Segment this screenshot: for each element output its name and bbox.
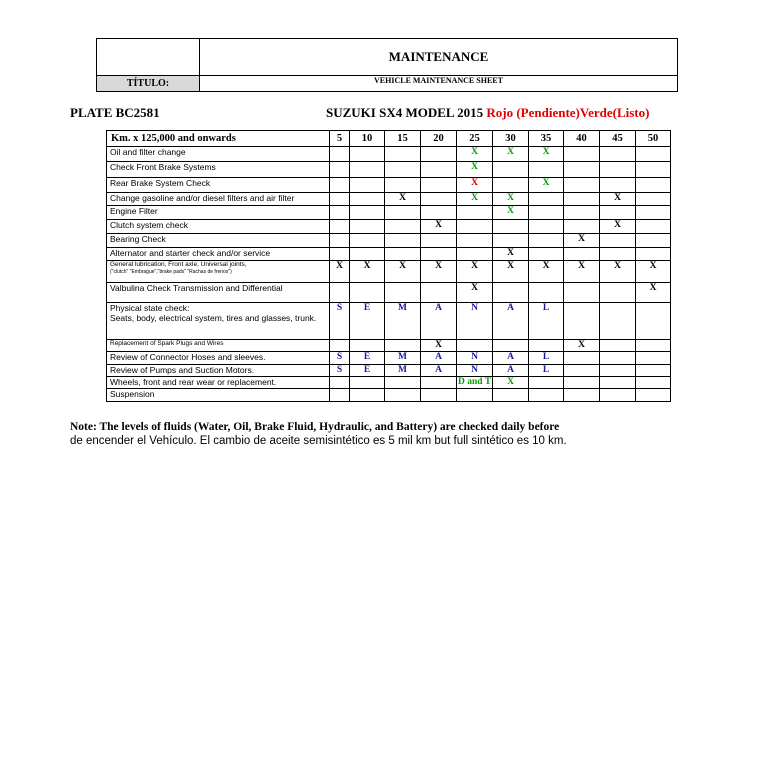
schedule-cell: X <box>529 147 564 162</box>
note <box>70 420 690 448</box>
km-column-header: 30 <box>493 131 529 147</box>
schedule-cell <box>636 193 671 206</box>
schedule-cell: X <box>330 261 350 283</box>
table-row <box>107 377 671 389</box>
schedule-cell <box>330 178 350 193</box>
schedule-cell <box>350 377 385 389</box>
schedule-cell <box>529 340 564 352</box>
task-cell <box>107 303 330 340</box>
schedule-cell <box>529 162 564 178</box>
task-label: Oil and filter change <box>110 147 186 157</box>
schedule-cell <box>564 206 600 220</box>
task-cell <box>107 206 330 220</box>
schedule-cell <box>529 377 564 389</box>
schedule-cell: E <box>350 303 385 340</box>
maintenance-table <box>106 130 671 402</box>
schedule-cell: X <box>385 261 421 283</box>
schedule-cell <box>529 389 564 402</box>
table-row <box>107 352 671 365</box>
schedule-cell <box>600 365 636 377</box>
schedule-cell <box>600 303 636 340</box>
schedule-cell: A <box>421 365 457 377</box>
schedule-cell: S <box>330 352 350 365</box>
table-row <box>107 303 671 340</box>
schedule-cell <box>350 389 385 402</box>
schedule-cell <box>600 178 636 193</box>
schedule-cell <box>350 234 385 248</box>
schedule-cell: M <box>385 303 421 340</box>
table-row <box>107 206 671 220</box>
table-row <box>107 234 671 248</box>
schedule-cell <box>600 377 636 389</box>
schedule-cell <box>385 147 421 162</box>
km-column-header: 35 <box>529 131 564 147</box>
schedule-cell <box>385 234 421 248</box>
table-row <box>107 220 671 234</box>
km-column-header: 25 <box>457 131 493 147</box>
table-row <box>107 178 671 193</box>
task-cell <box>107 283 330 303</box>
schedule-cell: S <box>330 303 350 340</box>
km-column-header: 50 <box>636 131 671 147</box>
schedule-cell <box>385 377 421 389</box>
schedule-cell <box>330 162 350 178</box>
schedule-cell <box>600 147 636 162</box>
schedule-cell: A <box>493 365 529 377</box>
schedule-cell: X <box>600 261 636 283</box>
schedule-cell <box>385 248 421 261</box>
schedule-cell: X <box>493 147 529 162</box>
task-label: Engine Filter <box>110 206 158 216</box>
schedule-cell <box>457 248 493 261</box>
schedule-cell <box>493 162 529 178</box>
schedule-cell <box>564 365 600 377</box>
schedule-cell <box>385 220 421 234</box>
header-blank-cell <box>97 39 200 76</box>
km-column-header: 45 <box>600 131 636 147</box>
note-regular-text: de encender el Vehículo. El cambio de aceite semisintético es 5 mil km but full sintético es 10 km. <box>70 435 567 447</box>
schedule-cell <box>421 389 457 402</box>
schedule-cell <box>385 162 421 178</box>
schedule-cell: X <box>457 193 493 206</box>
schedule-cell <box>350 162 385 178</box>
task-label: Suspension <box>110 389 155 399</box>
table-row <box>107 283 671 303</box>
schedule-cell <box>636 206 671 220</box>
schedule-cell <box>600 283 636 303</box>
task-label: Wheels, front and rear wear or replacement. <box>110 377 277 387</box>
schedule-cell: L <box>529 303 564 340</box>
table-row <box>107 248 671 261</box>
schedule-cell <box>529 234 564 248</box>
schedule-cell: S <box>330 365 350 377</box>
task-label: Alternator and starter check and/or service <box>110 248 271 258</box>
schedule-cell <box>350 178 385 193</box>
schedule-cell <box>330 147 350 162</box>
schedule-cell <box>350 283 385 303</box>
schedule-cell <box>330 220 350 234</box>
schedule-cell: X <box>457 147 493 162</box>
km-column-header: 10 <box>350 131 385 147</box>
schedule-cell <box>350 206 385 220</box>
task-label: Physical state check: Seats, body, electrical system, tires and glasses, trunk. <box>110 303 317 323</box>
schedule-cell <box>350 340 385 352</box>
table-row <box>107 261 671 283</box>
table-row <box>107 340 671 352</box>
task-label: Review of Pumps and Suction Motors. <box>110 365 255 375</box>
schedule-cell <box>600 389 636 402</box>
schedule-cell <box>421 206 457 220</box>
schedule-cell: X <box>385 193 421 206</box>
task-cell <box>107 147 330 162</box>
schedule-cell: A <box>493 352 529 365</box>
task-cell <box>107 162 330 178</box>
schedule-cell <box>600 234 636 248</box>
schedule-cell <box>600 162 636 178</box>
schedule-cell <box>636 377 671 389</box>
task-cell <box>107 365 330 377</box>
schedule-cell <box>564 193 600 206</box>
km-column-header: 20 <box>421 131 457 147</box>
schedule-cell: E <box>350 365 385 377</box>
schedule-cell <box>421 234 457 248</box>
schedule-cell <box>493 340 529 352</box>
schedule-cell <box>564 377 600 389</box>
schedule-cell: A <box>493 303 529 340</box>
schedule-cell: X <box>421 220 457 234</box>
schedule-cell <box>330 234 350 248</box>
schedule-cell <box>636 303 671 340</box>
task-sublabel: ("clutch" "Embrague","brake pads" "Rachas de frenos") <box>110 269 232 275</box>
schedule-cell <box>421 283 457 303</box>
schedule-cell <box>493 389 529 402</box>
schedule-cell <box>421 162 457 178</box>
schedule-cell <box>529 206 564 220</box>
schedule-cell <box>457 340 493 352</box>
task-label: Replacement of Spark Plugs and Wires <box>110 340 224 347</box>
schedule-cell <box>385 283 421 303</box>
schedule-cell: X <box>457 162 493 178</box>
schedule-cell: E <box>350 352 385 365</box>
schedule-cell: X <box>457 283 493 303</box>
schedule-cell <box>529 193 564 206</box>
task-cell <box>107 261 330 283</box>
schedule-cell <box>564 303 600 340</box>
schedule-cell <box>636 162 671 178</box>
header-box <box>96 38 678 92</box>
schedule-cell <box>493 234 529 248</box>
schedule-cell <box>564 248 600 261</box>
schedule-cell <box>457 234 493 248</box>
schedule-cell <box>636 352 671 365</box>
table-row <box>107 162 671 178</box>
schedule-cell <box>636 178 671 193</box>
schedule-cell: X <box>493 377 529 389</box>
table-corner-header: Km. x 125,000 and onwards <box>107 131 330 147</box>
schedule-cell: X <box>493 248 529 261</box>
table-body <box>107 147 671 402</box>
schedule-cell: X <box>636 261 671 283</box>
schedule-cell <box>564 389 600 402</box>
km-column-header: 5 <box>330 131 350 147</box>
schedule-cell <box>600 340 636 352</box>
schedule-cell <box>493 220 529 234</box>
table-row <box>107 193 671 206</box>
schedule-cell: X <box>493 261 529 283</box>
schedule-cell: X <box>350 261 385 283</box>
schedule-cell <box>330 248 350 261</box>
schedule-cell <box>330 377 350 389</box>
task-label: Review of Connector Hoses and sleeves. <box>110 352 266 362</box>
schedule-cell <box>636 147 671 162</box>
schedule-cell: L <box>529 352 564 365</box>
document-title: MAINTENANCE <box>200 39 678 76</box>
schedule-cell <box>564 147 600 162</box>
schedule-cell <box>457 206 493 220</box>
schedule-cell <box>493 178 529 193</box>
schedule-cell <box>636 220 671 234</box>
task-cell <box>107 248 330 261</box>
schedule-cell <box>330 389 350 402</box>
table-header-row <box>107 131 671 147</box>
schedule-cell: A <box>421 303 457 340</box>
schedule-cell <box>529 283 564 303</box>
task-cell <box>107 178 330 193</box>
schedule-cell <box>564 178 600 193</box>
status-legend: Rojo (Pendiente)Verde(Listo) <box>486 105 650 120</box>
schedule-cell <box>385 389 421 402</box>
schedule-cell <box>421 178 457 193</box>
schedule-cell <box>421 193 457 206</box>
schedule-cell <box>421 377 457 389</box>
schedule-cell <box>457 389 493 402</box>
schedule-cell: X <box>421 340 457 352</box>
schedule-cell <box>636 389 671 402</box>
task-label: Clutch system check <box>110 220 188 230</box>
task-label: Change gasoline and/or diesel filters and air filter <box>110 193 295 203</box>
schedule-cell <box>350 147 385 162</box>
schedule-cell <box>385 178 421 193</box>
schedule-cell: M <box>385 365 421 377</box>
schedule-cell: X <box>529 261 564 283</box>
schedule-cell: X <box>636 283 671 303</box>
schedule-cell <box>564 283 600 303</box>
schedule-cell: X <box>493 206 529 220</box>
vehicle-model <box>326 105 649 121</box>
schedule-cell: X <box>529 178 564 193</box>
task-label: Rear Brake System Check <box>110 178 211 188</box>
task-cell <box>107 193 330 206</box>
schedule-cell <box>385 206 421 220</box>
schedule-cell: X <box>564 234 600 248</box>
schedule-cell <box>350 248 385 261</box>
schedule-cell <box>564 162 600 178</box>
schedule-cell <box>529 248 564 261</box>
model-text: SUZUKI SX4 MODEL 2015 <box>326 105 484 120</box>
schedule-cell: N <box>457 303 493 340</box>
task-label: General lubrication, Front axle, Universal joints, <box>110 261 247 268</box>
schedule-cell: X <box>600 220 636 234</box>
task-label: Check Front Brake Systems <box>110 162 216 172</box>
task-label: Bearing Check <box>110 234 166 244</box>
schedule-cell <box>564 352 600 365</box>
schedule-cell: A <box>421 352 457 365</box>
schedule-cell: D and T <box>457 377 492 387</box>
schedule-cell: X <box>564 340 600 352</box>
schedule-cell <box>350 220 385 234</box>
schedule-cell: X <box>493 193 529 206</box>
schedule-cell <box>330 206 350 220</box>
schedule-cell: M <box>385 352 421 365</box>
task-cell <box>107 389 330 402</box>
task-cell <box>107 340 330 352</box>
schedule-cell <box>600 352 636 365</box>
schedule-cell <box>330 193 350 206</box>
schedule-cell <box>421 147 457 162</box>
schedule-cell: X <box>457 261 493 283</box>
km-column-header: 15 <box>385 131 421 147</box>
schedule-cell: N <box>457 352 493 365</box>
schedule-cell <box>493 283 529 303</box>
schedule-cell: N <box>457 365 493 377</box>
schedule-cell: X <box>457 178 493 193</box>
schedule-cell <box>564 220 600 234</box>
schedule-cell: X <box>421 261 457 283</box>
note-bold-text: Note: The levels of fluids (Water, Oil, Brake Fluid, Hydraulic, and Battery) are checked daily before <box>70 421 560 433</box>
table-row <box>107 365 671 377</box>
schedule-cell <box>330 340 350 352</box>
schedule-cell: L <box>529 365 564 377</box>
plate-number: PLATE BC2581 <box>70 105 160 120</box>
schedule-cell <box>636 340 671 352</box>
schedule-cell <box>636 248 671 261</box>
schedule-cell <box>636 365 671 377</box>
document-subtitle: VEHICLE MAINTENANCE SHEET <box>200 76 678 92</box>
schedule-cell <box>330 283 350 303</box>
schedule-cell <box>600 206 636 220</box>
schedule-cell <box>350 193 385 206</box>
task-label: Valbulina Check Transmission and Differential <box>110 283 283 293</box>
schedule-cell <box>457 220 493 234</box>
schedule-cell <box>529 220 564 234</box>
table-row <box>107 147 671 162</box>
table-row <box>107 389 671 402</box>
schedule-cell <box>385 340 421 352</box>
task-cell <box>107 377 330 389</box>
task-cell <box>107 220 330 234</box>
schedule-cell: X <box>564 261 600 283</box>
schedule-cell <box>600 248 636 261</box>
schedule-cell <box>636 234 671 248</box>
task-cell <box>107 352 330 365</box>
schedule-cell: X <box>600 193 636 206</box>
schedule-cell <box>421 248 457 261</box>
km-column-header: 40 <box>564 131 600 147</box>
task-cell <box>107 234 330 248</box>
title-label: TÍTULO: <box>97 76 200 92</box>
